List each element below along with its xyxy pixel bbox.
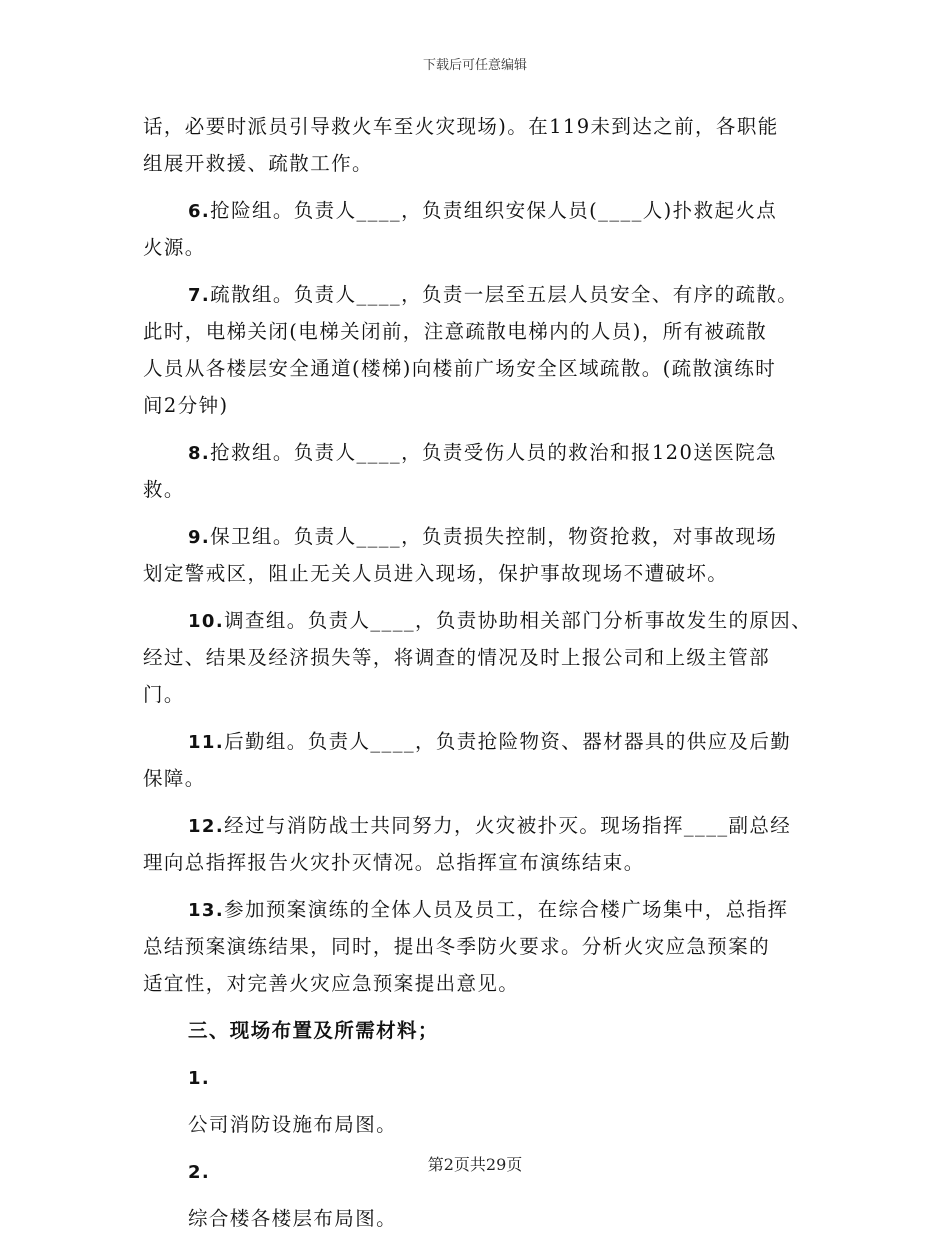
item-text: 参加预案演练的全体人员及员工，在综合楼广场集中，总指挥	[224, 898, 789, 921]
text-line: 适宜性，对完善火灾应急预案提出意见。	[143, 972, 520, 995]
text-line: 间2分钟)	[143, 394, 229, 417]
item-number: 6.	[188, 201, 211, 222]
sub-item-number: 2.	[188, 1162, 211, 1183]
item-text: 抢救组。负责人____，负责受伤人员的救治和报120送医院急	[210, 441, 777, 464]
item-number: 10.	[188, 611, 225, 632]
item-number: 8.	[188, 443, 211, 464]
text-line: 经过、结果及经济损失等，将调查的情况及时上报公司和上级主管部	[143, 646, 771, 669]
list-item-11	[143, 723, 815, 760]
page-number: 第2页共29页	[427, 1155, 523, 1174]
list-item-13	[143, 891, 815, 928]
item-number: 13.	[188, 900, 225, 921]
sub-item-text: 公司消防设施布局图。	[188, 1113, 398, 1136]
list-item-7	[143, 276, 815, 313]
sub-item-number: 1.	[188, 1068, 211, 1089]
sub-item-text: 综合楼各楼层布局图。	[188, 1207, 398, 1230]
list-item-12	[143, 807, 815, 844]
list-item-10	[143, 602, 815, 639]
text-line: 划定警戒区，阻止无关人员进入现场，保护事故现场不遭破坏。	[143, 562, 729, 585]
item-number: 7.	[188, 285, 211, 306]
text-line: 保障。	[143, 767, 206, 790]
item-text: 调查组。负责人____，负责协助相关部门分析事故发生的原因、	[224, 609, 813, 632]
document-body	[143, 108, 815, 1237]
text-line: 人员从各楼层安全通道(楼梯)向楼前广场安全区域疏散。(疏散演练时	[143, 357, 777, 380]
text-line: 总结预案演练结果，同时，提出冬季防火要求。分析火灾应急预案的	[143, 935, 771, 958]
item-number: 12.	[188, 816, 225, 837]
item-number: 9.	[188, 527, 211, 548]
item-text: 经过与消防战士共同努力，火灾被扑灭。现场指挥____副总经	[224, 814, 792, 837]
item-text: 抢险组。负责人____，负责组织安保人员(____人)扑救起火点	[210, 199, 778, 222]
section-heading: 三、现场布置及所需材料；	[188, 1019, 439, 1042]
text-line: 理向总指挥报告火灾扑灭情况。总指挥宣布演练结束。	[143, 851, 645, 874]
item-number: 11.	[188, 732, 225, 753]
list-item-8	[143, 434, 815, 471]
list-item-9	[143, 518, 815, 555]
text-line: 救。	[143, 478, 185, 501]
text-line: 此时，电梯关闭(电梯关闭前，注意疏散电梯内的人员)，所有被疏散	[143, 320, 768, 343]
text-line: 话，必要时派员引导救火车至火灾现场)。在119未到达之前，各职能	[143, 115, 779, 138]
list-item-6	[143, 192, 815, 229]
text-line: 门。	[143, 683, 185, 706]
item-text: 疏散组。负责人____，负责一层至五层人员安全、有序的疏散。	[210, 283, 799, 306]
page-header: 下载后可任意编辑	[422, 58, 527, 73]
item-text: 后勤组。负责人____，负责抢险物资、器材器具的供应及后勤	[224, 730, 792, 753]
text-line: 组展开救援、疏散工作。	[143, 152, 373, 175]
text-line: 火源。	[143, 236, 206, 259]
item-text: 保卫组。负责人____，负责损失控制，物资抢救，对事故现场	[210, 525, 778, 548]
